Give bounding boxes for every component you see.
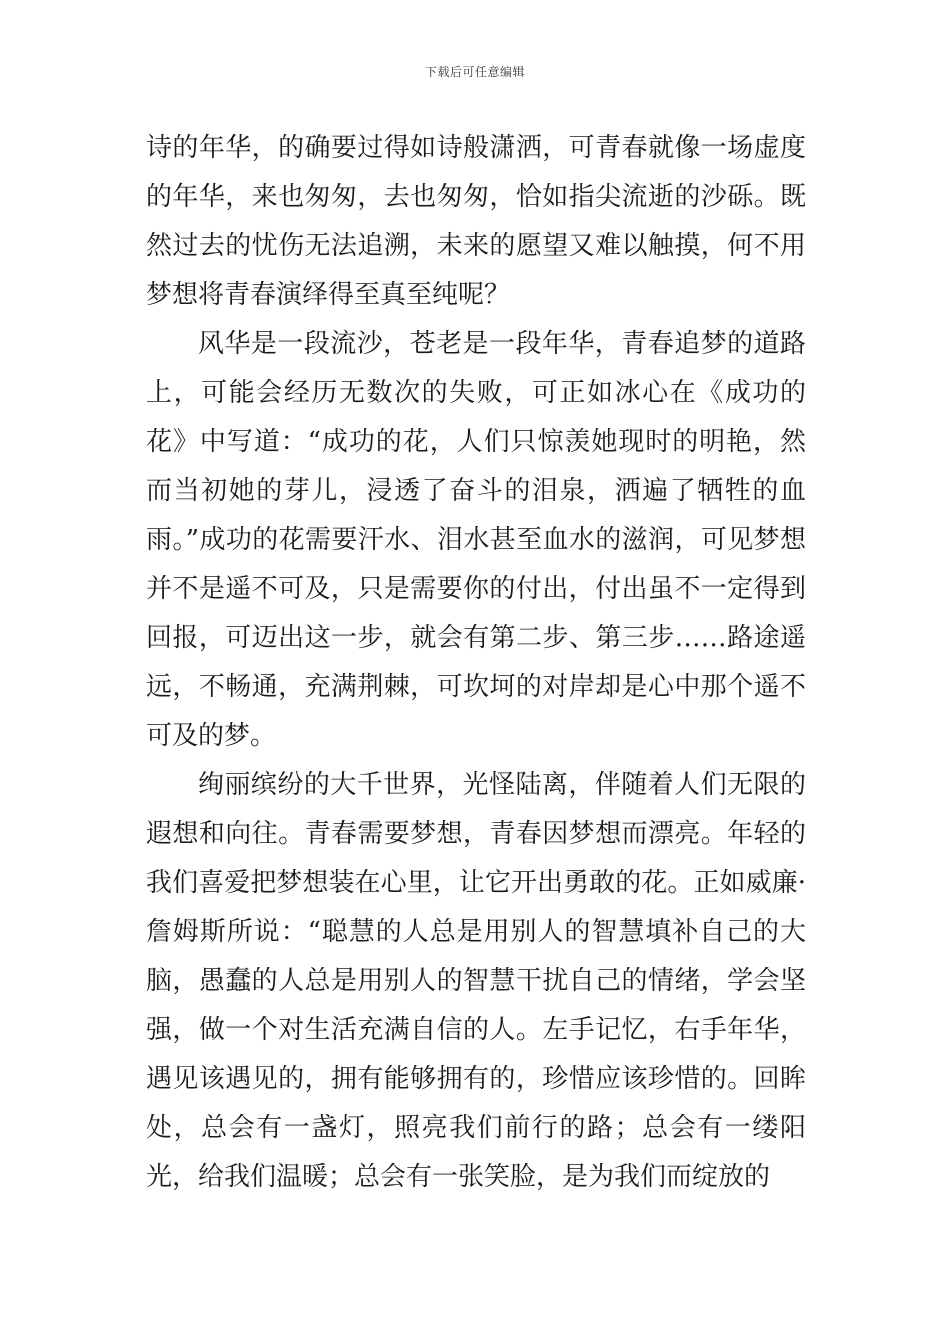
paragraph-3: 绚丽缤纷的大千世界，光怪陆离，伴随着人们无限的遐想和向往。青春需要梦想，青春因梦想而漂亮。年轻的我们喜爱把梦想装在心里，让它开出勇敢的花。正如威廉·詹姆斯所说：“聪慧的人总是用别人的智慧填补自己的大脑，愚蠢的人总是用别人的智慧干扰自己的情绪，学会坚强，做一个对生活充满自信的人。左手记忆，右手年华，遇见该遇见的，拥有能够拥有的，珍惜应该珍惜的。回眸处，总会有一盏灯，照亮我们前行的路；总会有一缕阳光，给我们温暖；总会有一张笑脸，是为我们而绽放的 (146, 770, 806, 1192)
paragraph-2: 风华是一段流沙，苍老是一段年华，青春追梦的道路上，可能会经历无数次的失败，可正如冰心在《成功的花》中写道：“成功的花，人们只惊羡她现时的明艳，然而当初她的芽儿，浸透了奋斗的泪泉，洒遍了牺牲的血雨。”成功的花需要汗水、泪水甚至血水的滋润，可见梦想并不是遥不可及，只是需要你的付出，付出虽不一定得到回报，可迈出这一步，就会有第二步、第三步……路途遥远，不畅通，充满荆棘，可坎坷的对岸却是心中那个遥不可及的梦。 (146, 329, 806, 751)
document-body (146, 124, 806, 1202)
page-header: 下载后可任意编辑 (424, 65, 525, 79)
paragraph-1: 诗的年华，的确要过得如诗般潇洒，可青春就像一场虚度的年华，来也匆匆，去也匆匆，恰如指尖流逝的沙砾。既然过去的忧伤无法追溯，未来的愿望又难以触摸，何不用梦想将青春演绎得至真至纯呢？ (146, 133, 806, 310)
